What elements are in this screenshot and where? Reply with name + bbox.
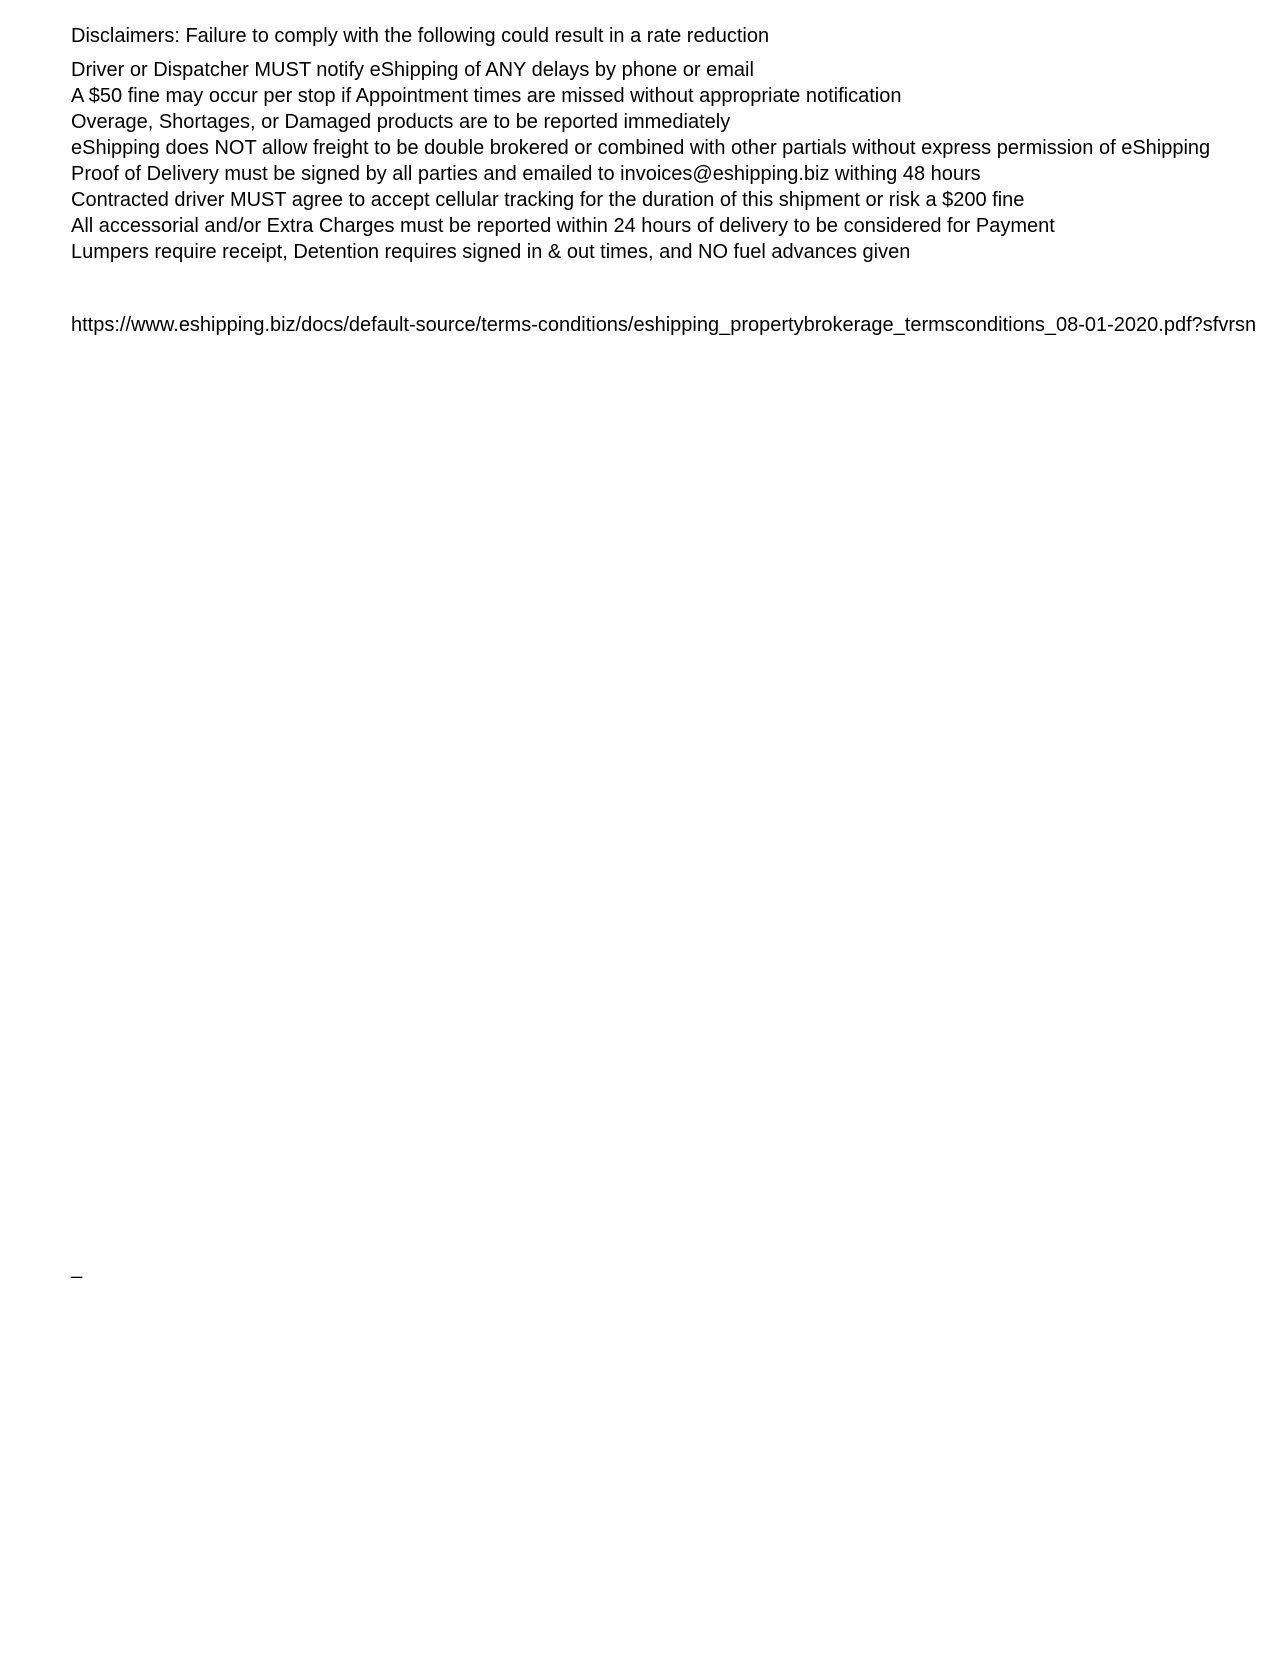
disclaimer-item: Lumpers require receipt, Detention requires signed in & out times, and NO fuel advances given bbox=[71, 241, 911, 263]
disclaimer-item: Proof of Delivery must be signed by all parties and emailed to invoices@eshipping.biz withing 48 hours bbox=[71, 163, 981, 185]
disclaimer-list bbox=[71, 57, 1210, 265]
terms-conditions-link[interactable]: https://www.eshipping.biz/docs/default-source/terms-conditions/eshipping_propertybrokerage_termsconditions_08-01-2020.pdf?sfvrsn bbox=[71, 314, 1257, 336]
disclaimer-item: Overage, Shortages, or Damaged products are to be reported immediately bbox=[71, 111, 731, 133]
disclaimer-item: Contracted driver MUST agree to accept cellular tracking for the duration of this shipment or risk a $200 fine bbox=[71, 189, 1025, 211]
disclaimer-item: All accessorial and/or Extra Charges must be reported within 24 hours of delivery to be considered for Payment bbox=[71, 215, 1055, 237]
disclaimer-item: A $50 fine may occur per stop if Appointment times are missed without appropriate notification bbox=[71, 85, 902, 107]
disclaimer-heading: Disclaimers: Failure to comply with the following could result in a rate reduction bbox=[71, 25, 770, 47]
footer-underscore-mark: _ bbox=[71, 1257, 83, 1279]
disclaimer-item: Driver or Dispatcher MUST notify eShipping of ANY delays by phone or email bbox=[71, 59, 754, 81]
disclaimer-item: eShipping does NOT allow freight to be double brokered or combined with other partials without express permission of eShipping bbox=[71, 137, 1211, 159]
